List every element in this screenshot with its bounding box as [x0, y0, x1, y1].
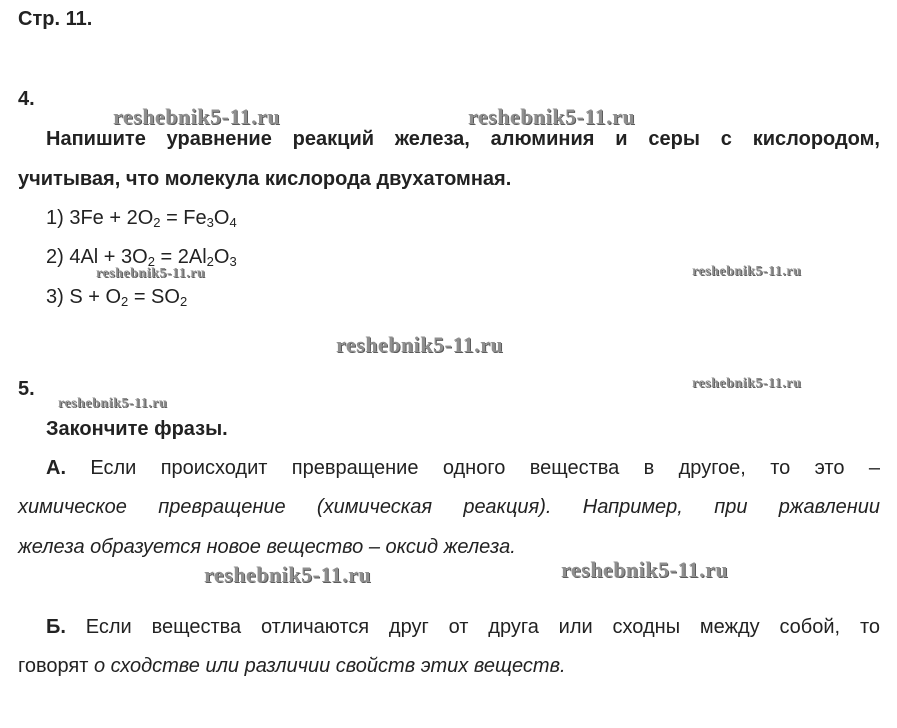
answer-b-line2-italic: о сходстве или различии свойств этих веществ. — [93, 655, 566, 677]
answer-a-label: А. — [46, 457, 66, 479]
equation-1-sub1: 2 — [153, 215, 161, 230]
task-5-number: 5. — [18, 378, 35, 400]
answer-b-label: Б. — [46, 616, 66, 638]
watermark: reshebnik5-11.ru — [692, 264, 802, 279]
equation-2-sub3: 3 — [229, 254, 237, 269]
watermark: reshebnik5-11.ru — [336, 332, 504, 357]
watermark: reshebnik5-11.ru — [692, 376, 802, 391]
watermark: reshebnik5-11.ru — [468, 104, 636, 129]
task-4-question-line2: учитывая, что молекула кислорода двухатомная. — [18, 168, 512, 190]
equation-3-sub2: 2 — [179, 294, 188, 309]
task-4-question-line1: Напишите уравнение реакций железа, алюминия и серы с кислородом, — [46, 128, 880, 150]
equation-1 — [46, 207, 237, 230]
answer-a-text: Если происходит превращение одного вещества в другое, то это – — [66, 457, 880, 479]
equation-3-part1: 3) S + O — [46, 286, 122, 308]
answer-b-line1 — [46, 616, 880, 639]
watermark: reshebnik5-11.ru — [204, 562, 372, 587]
equation-2-part2: = 2Al — [154, 246, 207, 268]
page-label: Стр. 11. — [18, 8, 93, 30]
watermark: reshebnik5-11.ru — [96, 266, 206, 281]
equation-3 — [46, 286, 187, 309]
equation-1-part1: 1) 3Fe + 2O — [46, 207, 154, 229]
equation-3-sub1: 2 — [121, 294, 129, 309]
equation-2-part1: 2) 4Al + 3O — [46, 246, 148, 268]
answer-b-text: Если вещества отличаются друг от друга или сходны между собой, то — [65, 616, 880, 638]
equation-2-sub2: 2 — [206, 254, 214, 269]
task-4-number: 4. — [18, 88, 35, 110]
answer-b-line2 — [18, 655, 566, 678]
equation-1-part3: O — [213, 207, 230, 229]
watermark: reshebnik5-11.ru — [58, 396, 168, 411]
answer-a-line2: химическое превращение (химическая реакция). Например, при ржавлении — [18, 496, 880, 518]
equation-2-sub1: 2 — [147, 254, 155, 269]
answer-a-line1 — [46, 457, 880, 480]
watermark: reshebnik5-11.ru — [113, 104, 281, 129]
task-5-question: Закончите фразы. — [46, 418, 228, 440]
equation-1-part2: = Fe — [160, 207, 207, 229]
watermark: reshebnik5-11.ru — [561, 557, 729, 582]
equation-2-part3: O — [213, 246, 230, 268]
equation-3-part2: = SO — [128, 286, 180, 308]
answer-b-line2-text: говорят — [18, 655, 94, 677]
equation-1-sub2: 3 — [206, 215, 214, 230]
answer-a-line3: железа образуется новое вещество – оксид железа. — [18, 536, 516, 558]
equation-1-sub3: 4 — [229, 215, 237, 230]
